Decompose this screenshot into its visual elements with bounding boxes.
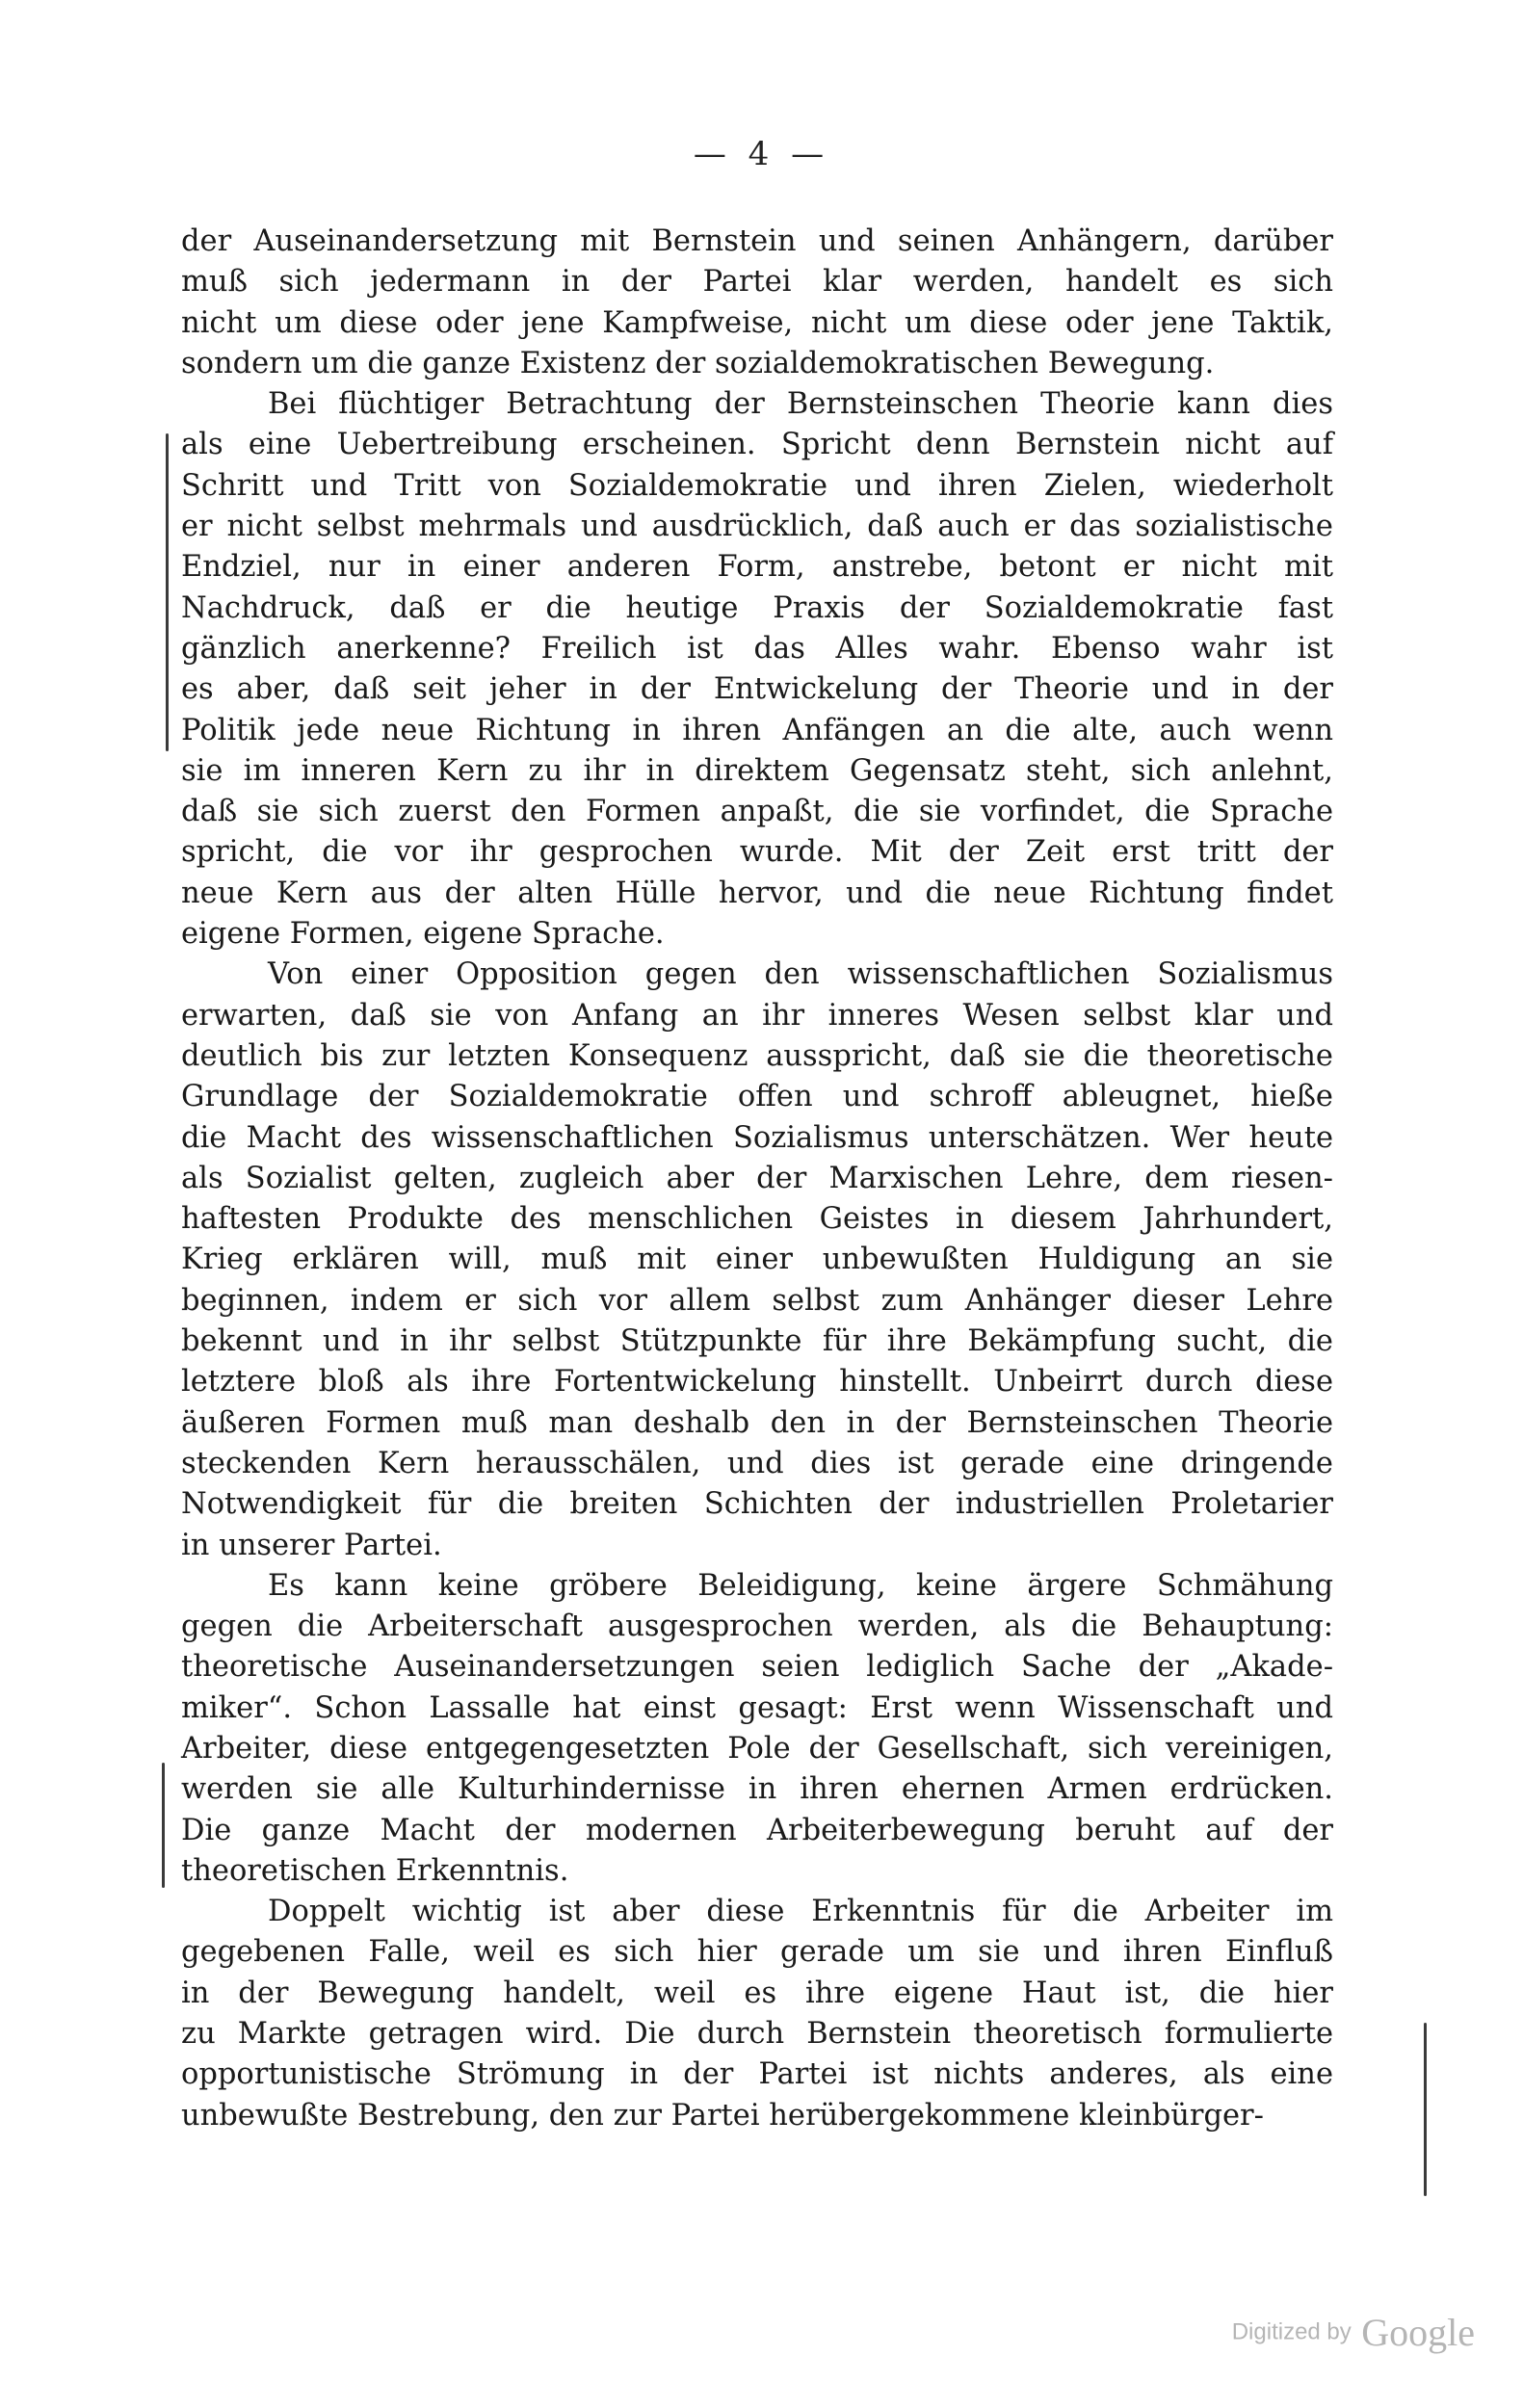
margin-mark-right (1424, 2023, 1427, 2196)
text-line: Notwendigkeit für die breiten Schichten der industriellen Proletarier (181, 1487, 1333, 1522)
text-line: erwarten, daß sie von Anfang an ihr inneres Wesen selbst klar und (181, 998, 1333, 1033)
text-line: eigene Formen, eigene Sprache. (181, 917, 665, 952)
text-line: letztere bloß als ihre Fortentwickelung hinstellt. Unbeirrt durch diese (181, 1365, 1333, 1400)
text-line: neue Kern aus der alten Hülle hervor, und die neue Richtung findet (181, 876, 1333, 910)
text-line: spricht, die vor ihr gesprochen wurde. Mit der Zeit erst tritt der (181, 835, 1333, 870)
text-line: miker“. Schon Lassalle hat einst gesagt: Erst wenn Wissenschaft und (181, 1690, 1333, 1725)
google-logo-text: Google (1361, 2311, 1475, 2354)
text-line: muß sich jedermann in der Partei klar werden, handelt es sich (181, 265, 1333, 300)
text-line: gegen die Arbeiterschaft ausgesprochen werden, als die Behauptung: (181, 1610, 1333, 1644)
text-line: als eine Uebertreibung erscheinen. Spricht denn Bernstein nicht auf (181, 428, 1333, 462)
text-line: sie im inneren Kern zu ihr in direktem Gegensatz steht, sich anlehnt, (181, 753, 1333, 788)
text-line: äußeren Formen muß man deshalb den in der Bernsteinschen Theorie (181, 1405, 1333, 1440)
text-line: werden sie alle Kulturhindernisse in ihren ehernen Armen erdrücken. (181, 1772, 1333, 1807)
text-line: in der Bewegung handelt, weil es ihre eigene Haut ist, die hier (181, 1976, 1333, 2010)
page-number: — 4 — (693, 135, 830, 173)
text-line: bekennt und in ihr selbst Stützpunkte für ihre Bekämpfung sucht, die (181, 1324, 1333, 1359)
text-line: Endziel, nur in einer anderen Form, anstrebe, betont er nicht mit (181, 550, 1333, 585)
text-line: gegebenen Falle, weil es sich hier gerade um sie und ihren Einfluß (181, 1935, 1333, 1970)
text-line: daß sie sich zuerst den Formen anpaßt, die sie vorfindet, die Sprache (181, 795, 1333, 829)
body-text (181, 222, 1333, 2136)
text-line: unbewußte Bestrebung, den zur Partei herübergekommene kleinbürger- (181, 2098, 1264, 2133)
text-line: opportunistische Strömung in der Partei ist nichts anderes, als eine (181, 2057, 1333, 2092)
text-line: zu Markte getragen wird. Die durch Bernstein theoretisch formulierte (181, 2017, 1333, 2052)
text-line: Bei flüchtiger Betrachtung der Bernsteinschen Theorie kann dies (268, 387, 1333, 422)
text-line: der Auseinandersetzung mit Bernstein und seinen Anhängern, darüber (181, 224, 1333, 258)
paragraph (181, 384, 1333, 955)
margin-mark-left (166, 433, 169, 751)
text-line: theoretischen Erkenntnis. (181, 1853, 569, 1888)
text-line: er nicht selbst mehrmals und ausdrücklich, daß auch er das sozialistische (181, 510, 1333, 544)
text-line: beginnen, indem er sich vor allem selbst zum Anhänger dieser Lehre (181, 1283, 1333, 1318)
digitized-by-google-watermark (1232, 2310, 1475, 2355)
text-line: Politik jede neue Richtung in ihren Anfängen an die alte, auch wenn (181, 713, 1333, 747)
text-line: die Macht des wissenschaftlichen Sozialismus unterschätzen. Wer heute (181, 1120, 1333, 1155)
text-line: sondern um die ganze Existenz der sozialdemokratischen Bewegung. (181, 346, 1215, 380)
paragraph (181, 222, 1333, 384)
text-line: Nachdruck, daß er die heutige Praxis der Sozialdemokratie fast (181, 590, 1333, 625)
text-line: in unserer Partei. (181, 1528, 442, 1562)
paragraph (181, 955, 1333, 1565)
watermark-prefix: Digitized by (1231, 2318, 1352, 2345)
text-line: Es kann keine gröbere Beleidigung, keine ärgere Schmähung (268, 1568, 1333, 1603)
margin-mark-left-lower (162, 1763, 165, 1888)
paragraph (181, 1566, 1333, 1892)
text-line: gänzlich anerkenne? Freilich ist das Alles wahr. Ebenso wahr ist (181, 631, 1333, 666)
text-line: Die ganze Macht der modernen Arbeiterbewegung beruht auf der (181, 1813, 1333, 1847)
text-line: Doppelt wichtig ist aber diese Erkenntnis für die Arbeiter im (268, 1895, 1333, 1929)
text-line: steckenden Kern herausschälen, und dies ist gerade eine dringende (181, 1446, 1333, 1480)
text-line: nicht um diese oder jene Kampfweise, nicht um diese oder jene Taktik, (181, 305, 1333, 340)
text-line: haftesten Produkte des menschlichen Geistes in diesem Jahrhundert, (181, 1202, 1333, 1237)
text-line: deutlich bis zur letzten Konsequenz ausspricht, daß sie die theoretische (181, 1038, 1333, 1073)
text-line: Schritt und Tritt von Sozialdemokratie und ihren Zielen, wiederholt (181, 468, 1333, 503)
text-line: es aber, daß seit jeher in der Entwickelung der Theorie und in der (181, 672, 1333, 707)
text-line: Von einer Opposition gegen den wissenschaftlichen Sozialismus (268, 957, 1333, 992)
text-line: Krieg erklären will, muß mit einer unbewußten Huldigung an sie (181, 1243, 1333, 1277)
text-line: Grundlage der Sozialdemokratie offen und schroff ableugnet, hieße (181, 1080, 1333, 1114)
paragraph (181, 1892, 1333, 2136)
text-line: als Sozialist gelten, zugleich aber der Marxischen Lehre, dem riesen- (181, 1161, 1333, 1195)
text-line: Arbeiter, diese entgegengesetzten Pole der Gesellschaft, sich vereinigen, (181, 1731, 1333, 1766)
text-line: theoretische Auseinandersetzungen seien lediglich Sache der „Akade- (181, 1650, 1333, 1685)
